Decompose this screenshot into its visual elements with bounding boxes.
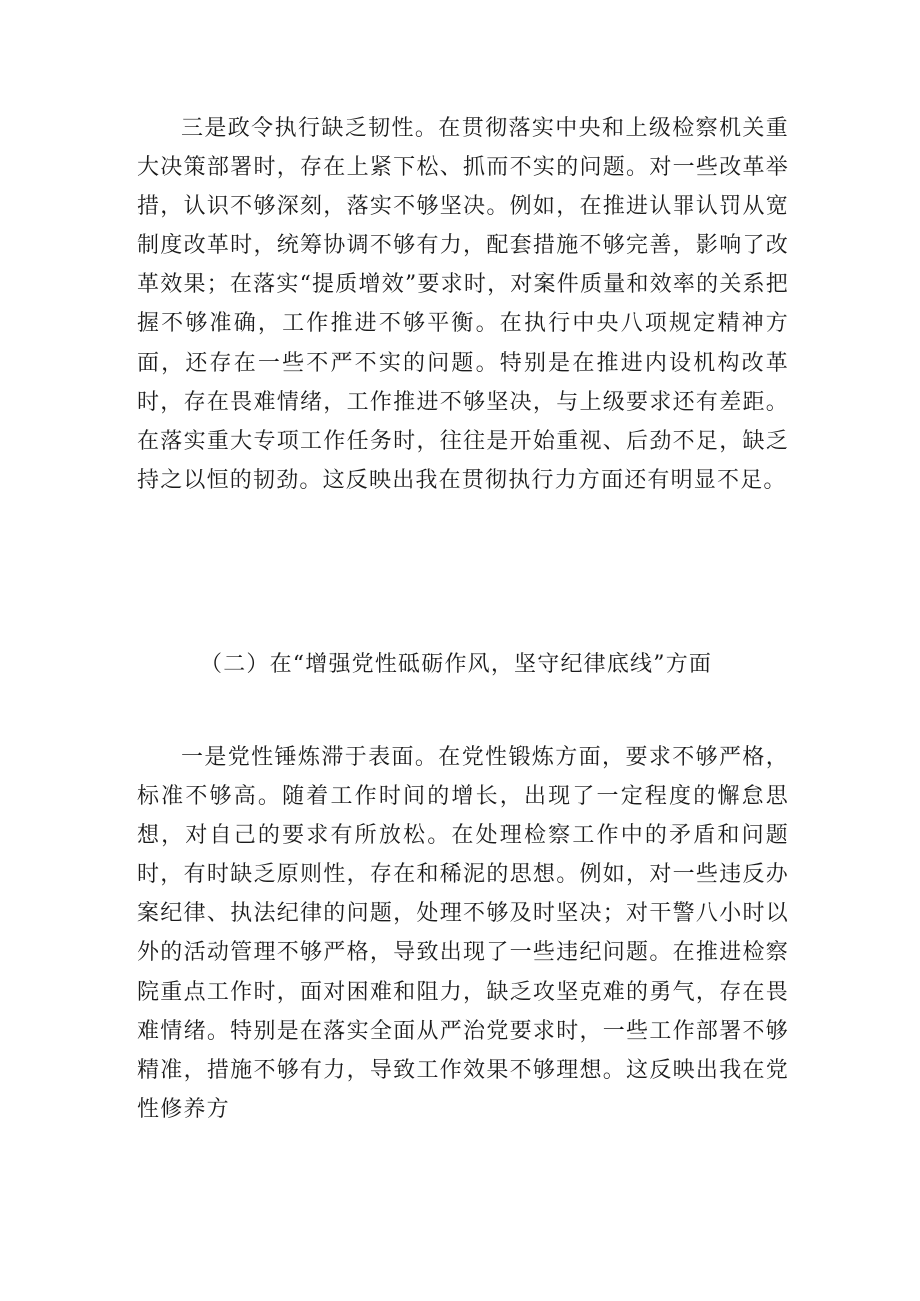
paragraph-policy-execution: 三是政令执行缺乏韧性。在贯彻落实中央和上级检察机关重大决策部署时，存在上紧下松、抓而不实的问题。对一些改革举措，认识不够深刻，落实不够坚决。例如，在推进认罪认罚从宽制度改革时，统筹协调不够有力，配套措施不够完善，影响了改革效果；在落实“提质增效”要求时，对案件质量和效率的关系把握不够准确，工作推进不够平衡。在执行中央八项规定精神方面，还存在一些不严不实的问题。特别是在推进内设机构改革时，存在畏难情绪，工作推进不够坚决，与上级要求还有差距。在落实重大专项工作任务时，往往是开始重视、后劲不足，缺乏持之以恒的韧劲。这反映出我在贯彻执行力方面还有明显不足。 <box>137 116 789 493</box>
paragraph-party-spirit: 一是党性锤炼滞于表面。在党性锻炼方面，要求不够严格，标准不够高。随着工作时间的增长，出现了一定程度的懈怠思想，对自己的要求有所放松。在处理检察工作中的矛盾和问题时，有时缺乏原则性，存在和稀泥的思想。例如，对一些违反办案纪律、执法纪律的问题，处理不够及时坚决；对干警八小时以外的活动管理不够严格，导致出现了一些违纪问题。在推进检察院重点工作时，面对困难和阻力，缺乏攻坚克难的勇气，存在畏难情绪。特别是在落实全面从严治党要求时，一些工作部署不够精准，措施不够有力，导致工作效果不够理想。这反映出我在党性修养方 <box>137 745 789 1122</box>
section-heading: （二）在“增强党性砥砺作风，坚守纪律底线”方面 <box>200 652 713 677</box>
